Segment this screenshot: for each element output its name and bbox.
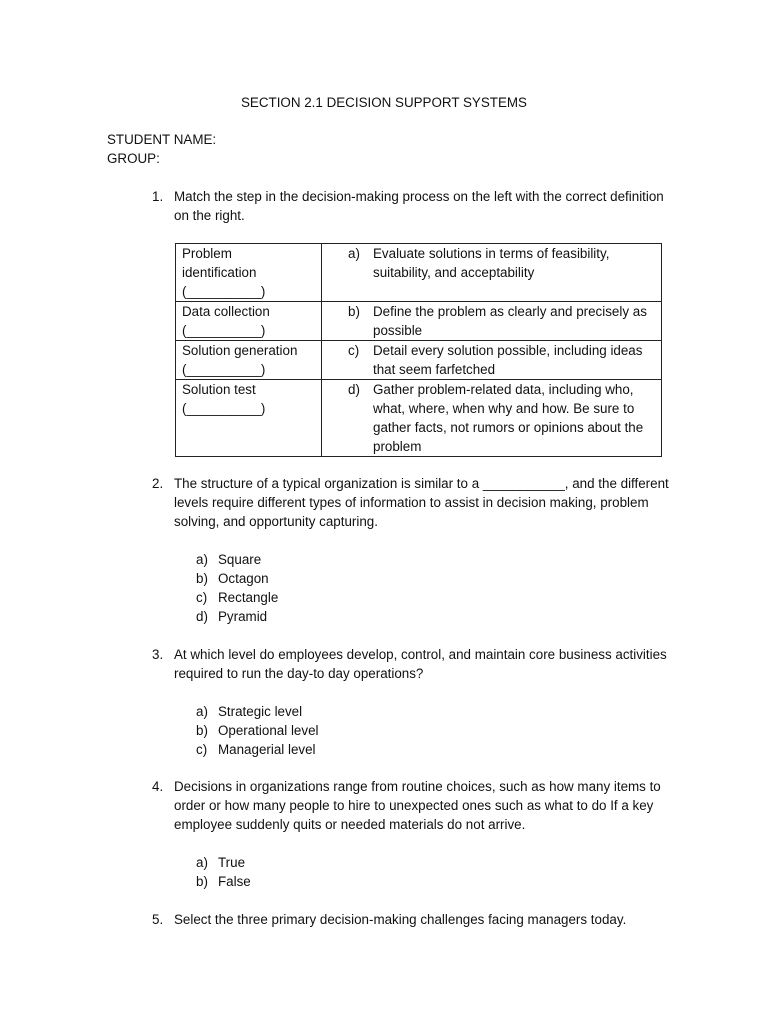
question-4: [152, 777, 672, 834]
question-1: [152, 187, 672, 225]
definition-text: Detail every solution possible, including ideas that seem farfetched: [373, 343, 643, 377]
option-letter: b): [196, 571, 208, 586]
question-5: [152, 910, 672, 929]
question-2: [152, 474, 672, 531]
option-item[interactable]: [196, 607, 278, 626]
option-letter: a): [196, 552, 208, 567]
definition-text: Gather problem-related data, including who, what, where, when why and how. Be sure to gather facts, not rumors or opinions about the problem: [373, 382, 644, 454]
question-text: Select the three primary decision-making challenges facing managers today.: [174, 912, 627, 927]
options-list: [196, 702, 319, 759]
group-label: GROUP:: [107, 151, 160, 166]
step-cell: [176, 302, 322, 341]
question-text: Decisions in organizations range from routine choices, such as how many items to order or how many people to hire to unexpected ones such as what to do If a key employee suddenly quits or needed materials do not arrive.: [174, 779, 661, 832]
answer-blank: (__________): [182, 401, 266, 416]
option-text: Operational level: [218, 723, 319, 738]
question-text: Match the step in the decision-making process on the left with the correct definition on the right.: [174, 189, 664, 223]
definition-text: Define the problem as clearly and precisely as possible: [373, 304, 647, 338]
step-label: Problem identification: [182, 246, 257, 280]
question-number: 3.: [152, 647, 164, 662]
option-item[interactable]: [196, 569, 278, 588]
question-number: 1.: [152, 189, 164, 204]
table-row: [176, 302, 662, 341]
answer-blank: (__________): [182, 323, 266, 338]
definition-cell: [322, 244, 662, 302]
option-text: Strategic level: [218, 704, 303, 719]
step-cell: [176, 341, 322, 380]
option-text: Octagon: [218, 571, 269, 586]
option-item[interactable]: [196, 721, 319, 740]
option-text: True: [218, 855, 246, 870]
matching-table: [175, 243, 662, 457]
student-name-label: STUDENT NAME:: [107, 132, 217, 147]
options-list: [196, 550, 278, 626]
question-number: 2.: [152, 476, 164, 491]
definition-letter: d): [348, 382, 360, 397]
table-row: [176, 341, 662, 380]
option-letter: a): [196, 704, 208, 719]
definition-letter: b): [348, 304, 360, 319]
answer-blank: (__________): [182, 362, 266, 377]
options-list: [196, 853, 251, 891]
option-item[interactable]: [196, 702, 319, 721]
option-item[interactable]: [196, 853, 251, 872]
definition-letter: a): [348, 246, 360, 261]
option-letter: b): [196, 874, 208, 889]
option-item[interactable]: [196, 872, 251, 891]
step-label: Solution test: [182, 382, 256, 397]
option-letter: a): [196, 855, 208, 870]
question-number: 5.: [152, 912, 164, 927]
option-letter: b): [196, 723, 208, 738]
option-letter: c): [196, 590, 208, 605]
definition-letter: c): [348, 343, 360, 358]
option-item[interactable]: [196, 588, 278, 607]
table-row: [176, 244, 662, 302]
definition-cell: [322, 302, 662, 341]
step-cell: [176, 244, 322, 302]
definition-cell: [322, 380, 662, 457]
option-letter: d): [196, 609, 208, 624]
option-text: False: [218, 874, 251, 889]
option-item[interactable]: [196, 550, 278, 569]
option-item[interactable]: [196, 740, 319, 759]
option-text: Square: [218, 552, 262, 567]
option-text: Pyramid: [218, 609, 268, 624]
step-cell: [176, 380, 322, 457]
question-3: [152, 645, 672, 683]
option-text: Managerial level: [218, 742, 316, 757]
question-number: 4.: [152, 779, 164, 794]
step-label: Solution generation: [182, 343, 298, 358]
option-text: Rectangle: [218, 590, 279, 605]
definition-text: Evaluate solutions in terms of feasibility, suitability, and acceptability: [373, 246, 610, 280]
answer-blank: (__________): [182, 284, 266, 299]
table-row: [176, 380, 662, 457]
option-letter: c): [196, 742, 208, 757]
definition-cell: [322, 341, 662, 380]
step-label: Data collection: [182, 304, 270, 319]
page-title: SECTION 2.1 DECISION SUPPORT SYSTEMS: [241, 95, 527, 110]
question-text: The structure of a typical organization is similar to a ___________, and the different levels require different types of information to assist in decision making, problem solving, and opportunity capturing.: [174, 476, 669, 529]
question-text: At which level do employees develop, control, and maintain core business activities required to run the day-to day operations?: [174, 647, 667, 681]
